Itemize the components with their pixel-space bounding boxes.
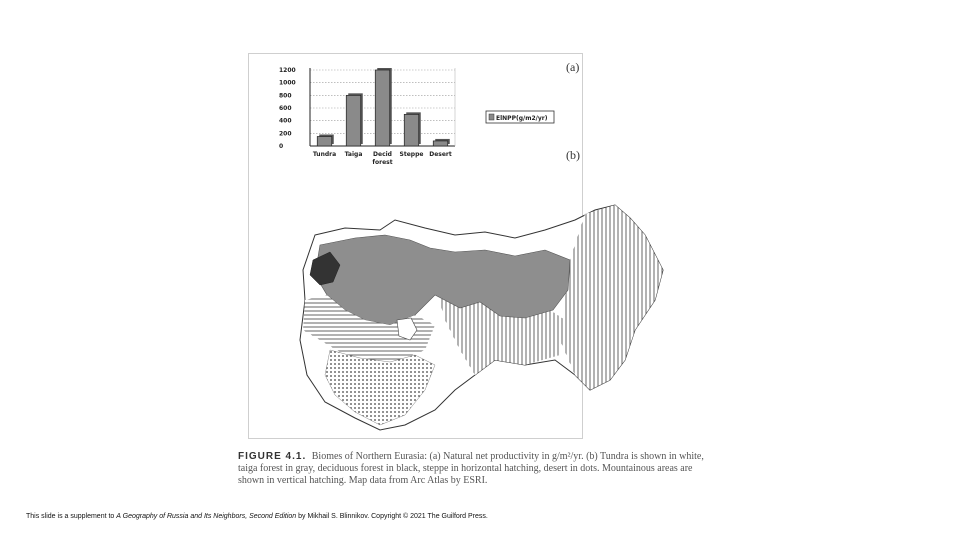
legend-label: ElNPP(g/m2/yr) bbox=[496, 115, 548, 122]
x-tick-label-line: Tundra bbox=[312, 151, 337, 158]
credit-book-title: A Geography of Russia and Its Neighbors, Second Edition bbox=[116, 513, 297, 520]
x-tick-label-line: Taiga bbox=[344, 151, 363, 158]
y-tick-label: 200 bbox=[279, 130, 292, 138]
y-tick-label: 600 bbox=[279, 105, 292, 112]
y-tick-labels bbox=[279, 67, 296, 150]
y-tick-label: 800 bbox=[279, 92, 292, 100]
chart-bars bbox=[317, 68, 450, 146]
x-tick-label-line: Steppe bbox=[399, 151, 424, 158]
biome-map bbox=[285, 190, 670, 440]
credit-suffix: by Mikhail S. Blinnikov. Copyright © 2021 The Guilford Press. bbox=[296, 513, 488, 520]
y-tick-label: 1200 bbox=[279, 67, 296, 74]
legend-swatch bbox=[489, 114, 494, 120]
bar bbox=[404, 114, 419, 146]
bar bbox=[317, 137, 332, 147]
panel-label-b: (b) bbox=[566, 148, 580, 162]
x-tick-labels bbox=[313, 151, 452, 166]
npp-bar-chart bbox=[260, 60, 590, 190]
chart-legend bbox=[486, 111, 554, 123]
x-tick-label bbox=[372, 151, 392, 166]
x-tick-label-line: forest bbox=[372, 159, 393, 166]
x-tick-label-line: Decid bbox=[373, 151, 392, 158]
bar bbox=[346, 95, 361, 146]
slide-credit bbox=[26, 513, 488, 520]
x-tick-label bbox=[313, 151, 336, 158]
figure-caption bbox=[238, 451, 718, 487]
panel-label-a: (a) bbox=[566, 60, 580, 74]
y-tick-label: 0 bbox=[279, 143, 284, 150]
caption-text: Biomes of Northern Eurasia: (a) Natural net productivity in g/m²/yr. (b) Tundra is shown in white, taiga forest in gray, deciduous forest in black, steppe in horizontal hatching, desert in dots. Mountainous areas are shown in vertical hatching. Map data from Arc Atlas by ESRI. bbox=[238, 451, 704, 486]
bar bbox=[433, 141, 448, 146]
credit-prefix: This slide is a supplement to bbox=[26, 513, 117, 520]
figure-number: FIGURE 4.1. bbox=[238, 451, 307, 462]
x-tick-label bbox=[400, 151, 424, 158]
x-tick-label-line: Desert bbox=[429, 151, 452, 158]
y-tick-label: 400 bbox=[279, 117, 292, 125]
x-tick-label bbox=[345, 151, 363, 158]
bar bbox=[375, 70, 390, 146]
x-tick-label bbox=[429, 151, 452, 158]
y-tick-label: 1000 bbox=[279, 79, 296, 87]
